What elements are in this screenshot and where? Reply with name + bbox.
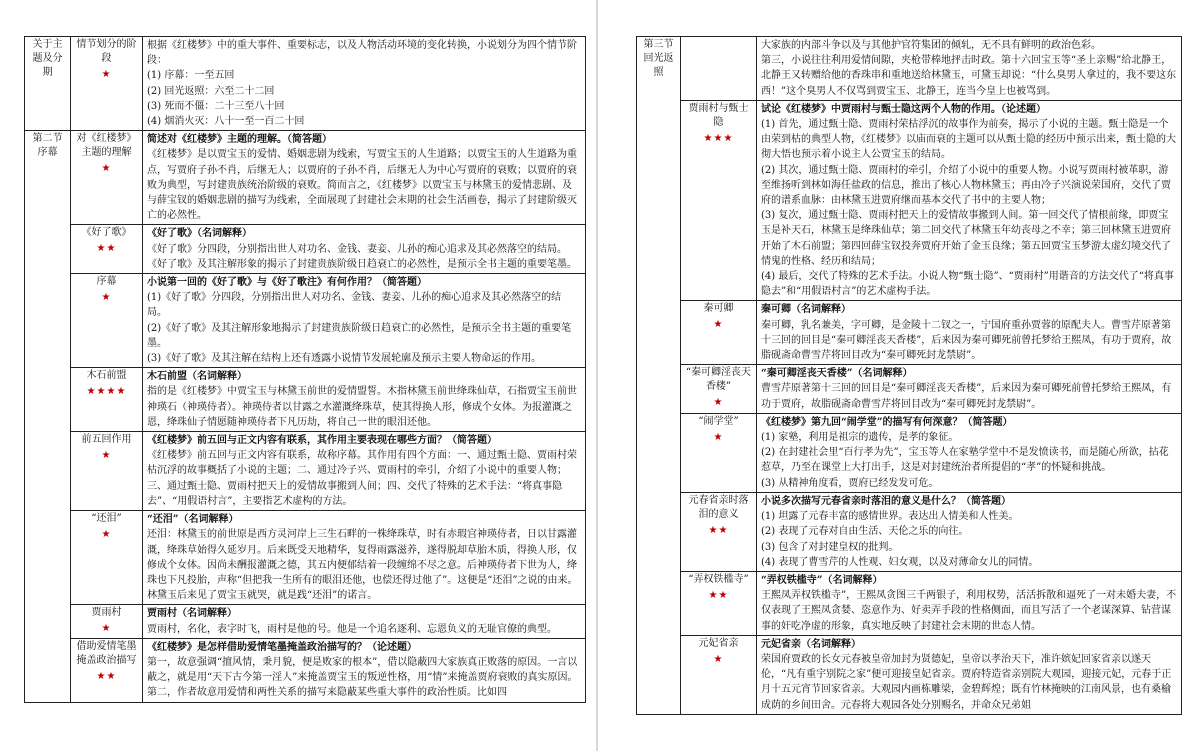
- section-cell: 第三节回光返照: [637, 37, 681, 715]
- importance-stars: ★★: [708, 589, 729, 601]
- section-cell: 第二节序幕: [25, 131, 71, 702]
- content-cell: 小说第一回的《好了歌》与《好了歌注》有何作用？（简答题） (1)《好了歌》分四段，分别指出世人对功名、金钱、妻妾、儿孙的痴心追求及其必然落空的结局。 (2)《好了歌》及其注解形象地揭示了封建贵族阶级日趋衰亡的必然性，是预示全书主题的重要笔墨。 (3)《好了歌》及其注解在结构上还有透露小说情节发展轮廓及预示主要人物命运的作用。: [143, 274, 586, 368]
- importance-stars: ★★: [708, 524, 729, 536]
- importance-stars: ★: [713, 431, 724, 443]
- table-row: [25, 131, 586, 225]
- content-cell: 《红楼梦》第九回“闹学堂”的描写有何深意？（简答题） (1) 家塾，利用是祖宗的遗传，是孝的象征。 (2) 在封建社会里“百行孝为先”，宝玉等人在家塾学堂中不是发愤读书，而是随心所欲，拈花惹草，乃至在课堂上大打出手，这是对封建统治者所提倡的“孝”的怀疑和挑战。 (3) 从精神角度看，贾府已经发发可危。: [757, 413, 1182, 492]
- topic-cell: 贾雨村 ★: [71, 605, 143, 638]
- importance-stars: ★: [101, 69, 112, 80]
- question-heading: 《好了歌》（名词解释）: [147, 228, 252, 240]
- importance-stars: ★★★★: [86, 386, 127, 398]
- topic-cell: “秦可卿淫丧天香楼” ★: [681, 365, 757, 414]
- question-heading: 木石前盟（名词解释）: [147, 371, 247, 383]
- question-heading: 小说多次描写元春省亲时落泪的意义是什么？（简答题）: [761, 495, 1011, 507]
- table-row: [25, 638, 586, 702]
- content-cell: 小说多次描写元春省亲时落泪的意义是什么？（简答题） (1) 坦露了元春丰富的感情世界。表达出人情美和人性美。 (2) 表现了元春对自由生活、天伦之乐的向往。 (3) 包含了对封建皇权的批判。 (4) 表现了曹雪芹的人性观、妇女观，以及对薄命女儿的同情。: [757, 492, 1182, 571]
- right-page: [598, 0, 1192, 751]
- question-heading: 《红楼梦》第九回“闹学堂”的描写有何深意？（简答题）: [761, 416, 1013, 428]
- content-cell: 《红楼梦》前五回与正文内容有联系，其作用主要表现在哪些方面？（简答题） 《红楼梦》前五回与正文内容有联系，故称序幕。其作用有四个方面：一、通过甄士隐、贾雨村荣枯沉浮的故事概括了小说的主题；二、通过冷子兴、贾雨村的牵引，介绍了小说中的重要人物；三、通过甄士隐、贾雨村把天上的爱情故事搬到人间；四、交代了特殊的艺术手法：“将真事隐去”、“用假语村言”，主要指艺术虚构的方法。: [143, 432, 586, 511]
- question-heading: 试论《红楼梦》中贾雨村与甄士隐这两个人物的作用。（论述题）: [761, 103, 1046, 115]
- topic-cell: 前五回作用 ★: [71, 432, 143, 511]
- topic-cell: 秦可卿 ★: [681, 301, 757, 365]
- topic-cell: “闹学堂” ★: [681, 413, 757, 492]
- table-row: [25, 274, 586, 368]
- content-cell: 贾雨村（名词解释） 贾雨村，名化，表字时飞，雨村是他的号。他是一个追名逐利、忘恩负义的无耻官僚的典型。: [143, 605, 586, 638]
- topic-cell: 贾雨村与甄士隐 ★★★: [681, 100, 757, 301]
- question-heading: 小说第一回的《好了歌》与《好了歌注》有何作用？（简答题）: [147, 277, 427, 289]
- importance-stars: ★: [713, 397, 724, 409]
- question-heading: 贾雨村（名词解释）: [147, 608, 237, 620]
- importance-stars: ★: [713, 319, 724, 331]
- table-row: [637, 492, 1182, 571]
- table-row: [25, 511, 586, 605]
- importance-stars: ★: [101, 529, 112, 541]
- topic-cell: “弄权铁槛寺” ★★: [681, 571, 757, 635]
- importance-stars: ★: [713, 653, 724, 665]
- table-row: [25, 368, 586, 432]
- table-row: [25, 37, 586, 131]
- left-study-table: [24, 36, 586, 703]
- table-row: [637, 365, 1182, 414]
- topic-cell: [681, 37, 757, 101]
- table-row: [25, 432, 586, 511]
- table-row: [637, 413, 1182, 492]
- content-cell: 秦可卿（名词解释） 秦可卿，乳名兼美，字可卿，是金陵十二钗之一，宁国府重孙贾蓉的原配夫人。曹雪芹原著第十三回的回目是“秦可卿淫丧天香楼”，后来因为秦可卿死前曾托梦给王熙凤，有功于贾府，故脂砚斋命曹雪芹将回目改为“秦可卿死封龙禁尉”。: [757, 301, 1182, 365]
- content-cell: “还泪”（名词解释） 还泪：林黛玉的前世原是西方灵河岸上三生石畔的一株绛珠草，时有赤瑕宫神瑛侍者，日以甘露灌溉，绛珠草始得久延岁月。后来既受天地精华，复得雨露滋养，遂得脱却草胎木质，得换人形，仅修成个女体。因尚未酬报灌溉之德，其五内便郁结着一段缠绵不尽之意。后神瑛侍者下世为人，绛珠也下凡投胎，声称“但把我一生所有的眼泪还他，也偿还得过他了”。这便是“还泪”之说的由来。林黛玉后来见了贾宝玉就哭，就是践“还泪”的诺言。: [143, 511, 586, 605]
- topic-cell: 木石前盟 ★★★★: [71, 368, 143, 432]
- topic-cell: 《好了歌》 ★★: [71, 225, 143, 274]
- topic-cell: 元妃省亲 ★: [681, 635, 757, 714]
- content-cell: 大家族的内部斗争以及与其他护官符集团的倾轧，无不具有鲜明的政治色彩。 第三，小说往往利用爱情间隙，夹枪带棒地抨击时政。第十六回宝玉等“圣上亲赐”给北静王，北静王又转赠给他的香珠串和重地送给林黛玉，可黛玉却说：“什么臭男人拿过的，我不要这东西！”这个臭男人不仅骂到贾宝玉、北静王，连当今皇上也被骂到。: [757, 37, 1182, 101]
- table-row: [637, 100, 1182, 301]
- importance-stars: ★★: [96, 670, 117, 682]
- question-heading: 秦可卿（名词解释）: [761, 304, 851, 316]
- topic-cell: 序幕 ★: [71, 274, 143, 368]
- question-heading: 元妃省亲（名词解释）: [761, 638, 861, 650]
- content-cell: 元妃省亲（名词解释） 荣国府贾政的长女元春被皇帝加封为贤德妃，皇帝以孝治天下，准许嫔妃回家省亲以遂天伦，“凡有重宇别院之家”便可迎接皇妃省亲。贾府特造省亲别院大观园，迎接元妃，元春于正月十五元宵节回家省亲。大观园内画栋雕梁，金碧辉煌；既有竹林掩映的江南风景，也有桑榆成荫的乡间田舍。元春将大观园各处分别赐名，并命众兄弟姐: [757, 635, 1182, 714]
- importance-stars: ★: [101, 163, 112, 175]
- section-cell: 关于主题及分期: [25, 37, 71, 131]
- content-cell: 《好了歌》（名词解释） 《好了歌》分四段，分别指出世人对功名、金钱、妻妾、儿孙的痴心追求及其必然落空的结局。《好了歌》及其注解形象的揭示了封建贵族阶级日趋衰亡的必然性，是预示全书主题的重要笔墨。: [143, 225, 586, 274]
- table-row: [637, 37, 1182, 101]
- importance-stars: ★★★: [703, 132, 734, 144]
- content-cell: “弄权铁槛寺”（名词解释） 王熙凤弄权铁槛寺”，王熙凤贪图三千两银子，利用权势，活活拆散和逼死了一对未婚夫妻，不仅表现了王熙凤贪婪、恣意作为、好卖弄手段的性格侧面，而且写活了一个老谋深算、钻营谋事的奸吃净虚的形象，真实地反映了封建社会末期的世态人情。: [757, 571, 1182, 635]
- table-row: [25, 605, 586, 638]
- question-heading: “还泪”（名词解释）: [147, 514, 239, 526]
- question-heading: 简述对《红楼梦》主题的理解。（简答题）: [147, 134, 332, 146]
- topic-cell: 借助爱情笔墨掩盖政治描写 ★★: [71, 638, 143, 702]
- question-heading: 《红楼梦》前五回与正文内容有联系，其作用主要表现在哪些方面？（简答题）: [147, 435, 497, 447]
- importance-stars: ★: [101, 292, 112, 304]
- content-cell: 试论《红楼梦》中贾雨村与甄士隐这两个人物的作用。（论述题） (1) 首先，通过甄士隐、贾雨村荣枯浮沉的故事作为前奏，揭示了小说的主题。甄士隐是一个由荣到枯的典型人物，《红楼梦》以庙而衰的主题可以从甄士隐的经历中预示出来，甄士隐的大彻大悟也预示着小说主人公贾宝玉的结局。 (2) 其次，通过甄士隐、贾雨村的牵引，介绍了小说中的重要人物。小说写贾雨村被革职，游至维扬听到林如海任盐政的信息，推出了核心人物林黛玉；再由冷子兴演说荣国府，交代了贾府的谱系血脉：由林黛玉进贾府继而基本交代了书中的主要人物； (3) 复次，通过甄士隐、贾雨村把天上的爱情故事搬到人间。第一回交代了情根前缘，即贾宝玉是补天石，林黛玉是绛珠仙草；第二回交代了林黛玉年幼丧母之不幸；第三回林黛玉进贾府开始了木石前盟；第四回薛宝钗投奔贾府开始了金玉良缘；第五回贾宝玉梦游太虚幻境交代了情鬼的性格、经历和结局； (4) 最后，交代了特殊的艺术手法。小说人物“甄士隐”、“贾雨村”用谐音的方法交代了“将真事隐去”和“用假语村言”的艺术虚构手法。: [757, 100, 1182, 301]
- content-cell: 木石前盟（名词解释） 指的是《红楼梦》中贾宝玉与林黛玉前世的爱情盟誓。木指林黛玉前世绛珠仙草，石指贾宝玉前世神瑛石（神瑛侍者）。神瑛侍者以甘露之水灌溉绛珠草，使其得换人形，修成个女体。为报灌溉之恩，绛珠仙子情愿随神瑛侍者下凡历劫，将自己一世的眼泪还他。: [143, 368, 586, 432]
- importance-stars: ★★: [96, 243, 117, 255]
- question-heading: “弄权铁槛寺”（名词解释）: [761, 574, 883, 586]
- topic-cell: 对《红楼梦》主题的理解 ★: [71, 131, 143, 225]
- content-cell: 根据《红楼梦》中的重大事件、重要标志，以及人物活动环境的变化转换，小说划分为四个情节阶段： (1) 序幕：一至五回 (2) 回光返照：六至二十二回 (3) 死而不僵：二十三至八十回 (4) 烟消火灭：八十一至一百二十回: [143, 37, 586, 131]
- question-heading: 《红楼梦》是怎样借助爱情笔墨掩盖政治描写的？（论述题）: [147, 641, 417, 653]
- table-row: [637, 635, 1182, 714]
- content-cell: 简述对《红楼梦》主题的理解。（简答题） 《红楼梦》是以贾宝玉的爱情、婚姻悲剧为线索，写贾宝玉的人生道路；以贾宝玉的人生道路为重点，写贾府子孙不肖，后继无人；以贾府的子孙不肖，后继无人为中心写贾府的衰败；以贾府的衰败为典型，写封建贵族统治阶级的衰败。简而言之，《红楼梦》以贾宝玉与林黛玉的爱情悲剧、及与薛宝钗的婚姻悲剧的描写为线索，全面展现了封建社会末期的社会生活画卷，揭示了封建阶级灭亡的必然性。: [143, 131, 586, 225]
- topic-cell: “还泪” ★: [71, 511, 143, 605]
- importance-stars: ★: [101, 623, 112, 635]
- right-study-table: [636, 36, 1182, 715]
- table-row: [637, 301, 1182, 365]
- table-row: [637, 571, 1182, 635]
- importance-stars: ★: [101, 450, 112, 462]
- topic-cell: 元春省亲时落泪的意义 ★★: [681, 492, 757, 571]
- content-cell: “秦可卿淫丧天香楼”（名词解释） 曹雪芹原著第十三回的回目是“秦可卿淫丧天香楼”，后来因为秦可卿死前曾托梦给王熙凤，有功于贾府，故脂砚斋命曹雪芹将回目改为“秦可卿死封龙禁尉”。: [757, 365, 1182, 414]
- table-row: [25, 225, 586, 274]
- topic-cell: 情节划分的阶段 ★: [71, 37, 143, 131]
- content-cell: 《红楼梦》是怎样借助爱情笔墨掩盖政治描写的？（论述题） 第一，故意强调“擅风情，秉月貌，便是败家的根本”，借以隐蔽四大家族真正败落的原因。一言以蔽之，就是用“天下古今第一淫人”来掩盖贾宝玉的叛逆性格，用“情”来掩盖贾府衰败的真实原因。 第二，作者故意用爱情和两性关系的描写来隐蔽某些重大事件的政治性质。比如四: [143, 638, 586, 702]
- question-heading: “秦可卿淫丧天香楼”（名词解释）: [761, 368, 913, 380]
